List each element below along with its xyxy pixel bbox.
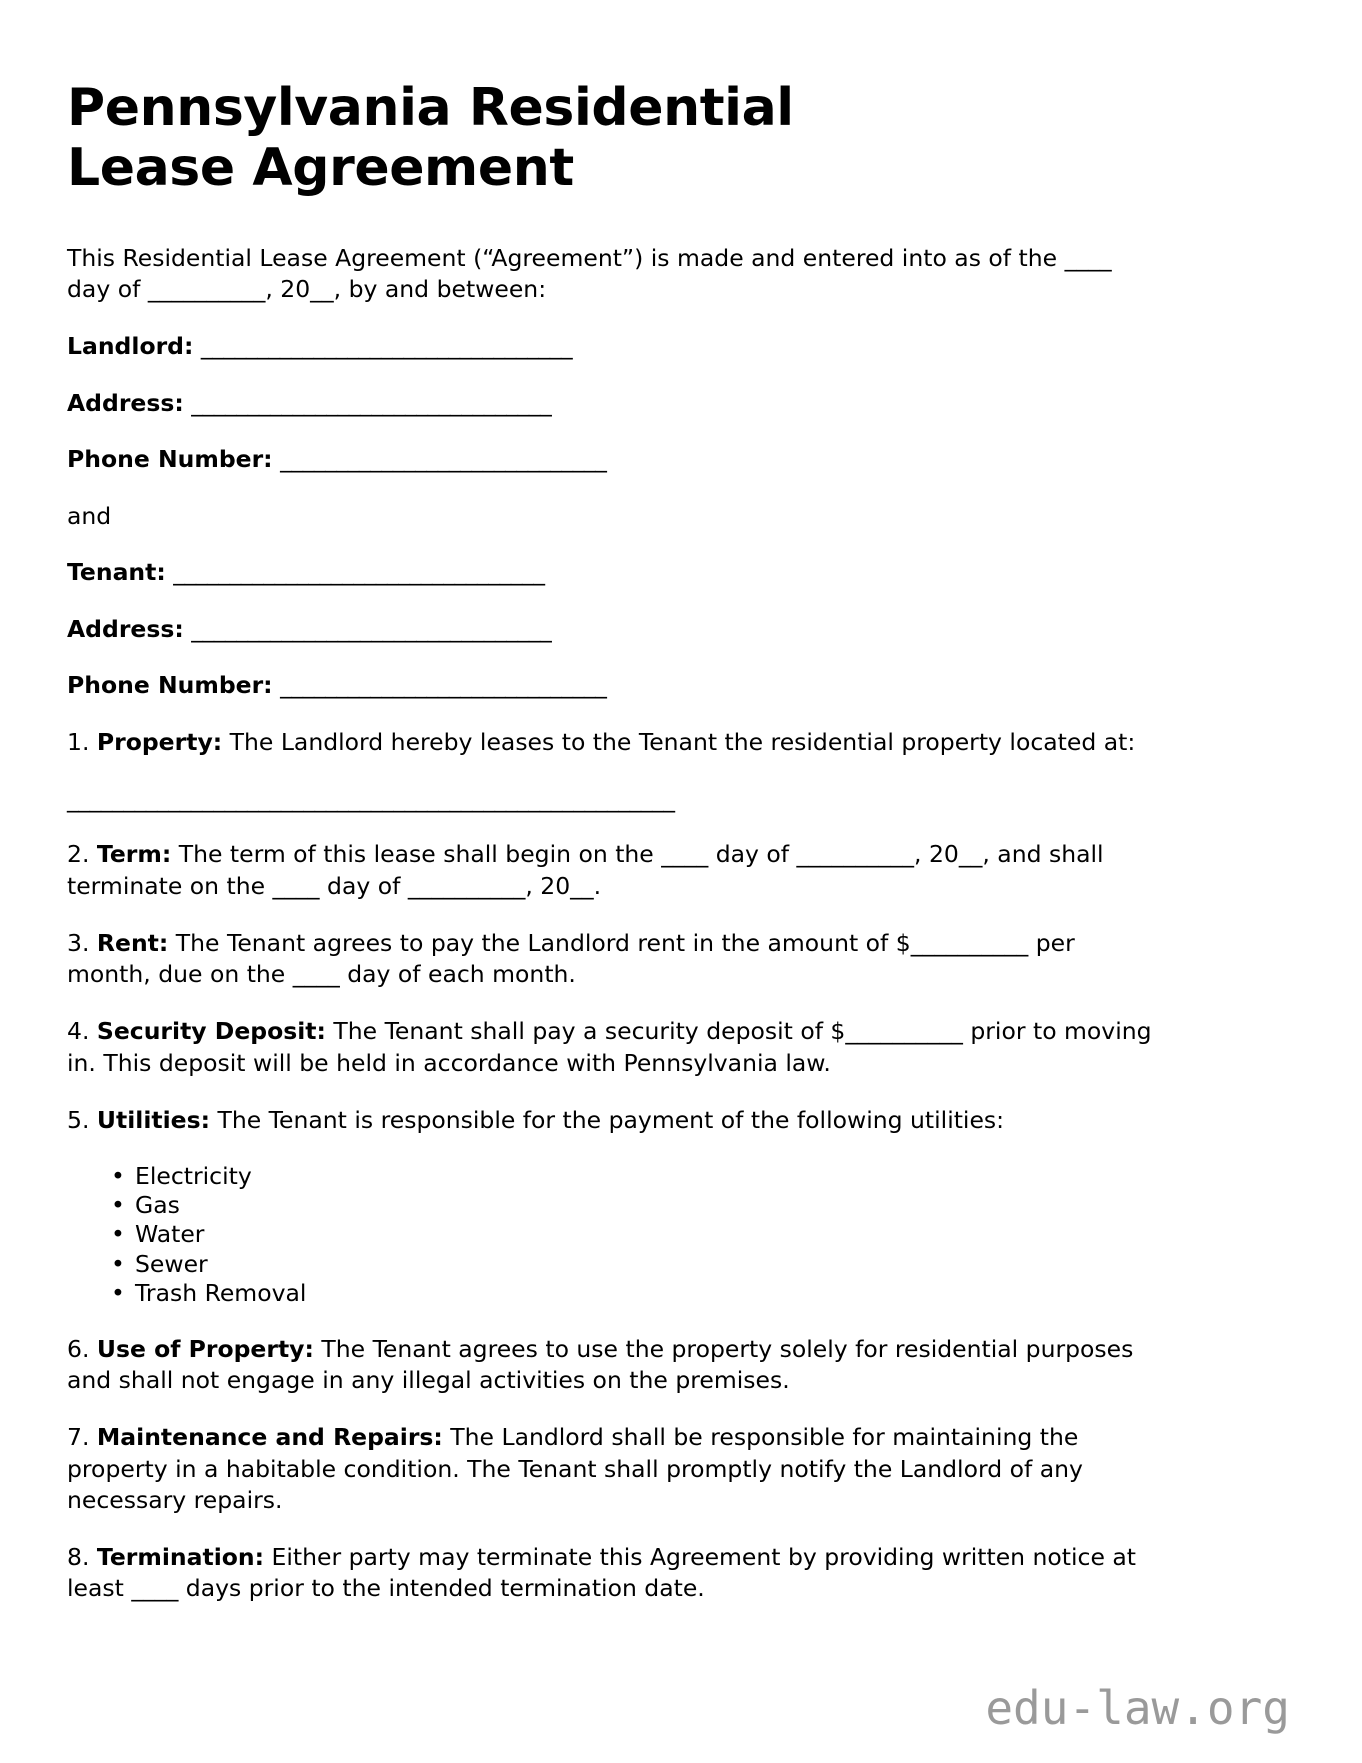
tenant-name-label: Tenant: (67, 558, 166, 587)
section-body: The Landlord hereby leases to the Tenant the residential property located at: (229, 727, 1136, 756)
tenant-phone-label: Phone Number: (67, 671, 273, 700)
section-heading: Termination: (96, 1543, 265, 1572)
page-title: Pennsylvania Residential Lease Agreement (67, 78, 794, 199)
utilities-list (67, 1162, 1172, 1308)
tenant-name-blank[interactable]: _________________________________ (173, 558, 545, 587)
landlord-phone-label: Phone Number: (67, 445, 273, 474)
list-item: • Electricity (107, 1162, 1172, 1191)
section-term (67, 839, 1160, 902)
section-number: 7. (67, 1423, 90, 1452)
tenant-address-field (67, 614, 1172, 645)
section-body: Either party may terminate this Agreement by providing written notice at least ____ days prior to the intended termination date. (67, 1543, 1136, 1603)
section-body: The Tenant agrees to pay the Landlord rent in the amount of $__________ per month, due on the ____ day of each month. (67, 928, 1075, 989)
landlord-address-label: Address: (67, 388, 184, 417)
section-utilities (67, 1105, 1160, 1136)
section-number: 1. (67, 727, 90, 756)
section-heading: Maintenance and Repairs: (96, 1423, 443, 1452)
section-property (67, 727, 1160, 758)
section-heading: Security Deposit: (96, 1017, 326, 1046)
section-body: The term of this lease shall begin on the ____ day of __________, 20__, and shall terminate on the ____ day of __________, 20__. (67, 840, 1104, 900)
section-termination (67, 1542, 1160, 1605)
tenant-phone-blank[interactable]: _____________________________ (280, 671, 607, 700)
landlord-name-label: Landlord: (67, 332, 194, 361)
intro-paragraph: This Residential Lease Agreement (“Agreement”) is made and entered into as of the ____ day of __________, 20__, by and between: (67, 243, 1112, 303)
landlord-address-field (67, 388, 1172, 419)
section-number: 8. (67, 1543, 90, 1572)
section-security-deposit (67, 1016, 1160, 1079)
section-rent (67, 928, 1160, 991)
landlord-name-blank[interactable]: _________________________________ (200, 332, 573, 361)
list-item: • Water (107, 1220, 1172, 1249)
section-number: 5. (67, 1105, 90, 1134)
section-use-of-property (67, 1334, 1160, 1397)
section-maintenance-and-repairs (67, 1422, 1160, 1516)
site-watermark: edu-law.org (985, 1681, 1290, 1735)
section-heading: Term: (96, 840, 172, 869)
landlord-phone-field (67, 444, 1172, 475)
landlord-name-field (67, 331, 1172, 362)
section-heading: Property: (96, 727, 223, 756)
list-item: • Trash Removal (107, 1279, 1172, 1308)
section-body: The Tenant shall pay a security deposit of $__________ prior to moving in. This deposit will be held in accordance with Pennsylvania law. (67, 1017, 1152, 1077)
tenant-address-label: Address: (67, 614, 184, 643)
section-number: 2. (67, 840, 90, 869)
landlord-address-blank[interactable]: ________________________________ (191, 388, 552, 417)
list-item: • Sewer (107, 1250, 1172, 1279)
section-heading: Rent: (96, 928, 169, 957)
landlord-phone-blank[interactable]: _____________________________ (280, 445, 607, 474)
property-address-blank[interactable]: ______________________________________________________ (67, 785, 675, 814)
section-body: The Tenant is responsible for the payment of the following utilities: (217, 1105, 1005, 1134)
section-heading: Use of Property: (96, 1334, 314, 1363)
section-number: 6. (67, 1334, 90, 1363)
section-body: The Tenant agrees to use the property solely for residential purposes and shall not engage in any illegal activities on the premises. (67, 1334, 1134, 1395)
conjunction-and: and (67, 501, 112, 530)
section-body: The Landlord shall be responsible for maintaining the property in a habitable condition. The Tenant shall promptly notify the Landlord of any necessary repairs. (67, 1423, 1083, 1514)
section-heading: Utilities: (96, 1105, 210, 1134)
list-item: • Gas (107, 1191, 1172, 1220)
section-number: 3. (67, 928, 90, 957)
section-number: 4. (67, 1017, 90, 1046)
tenant-address-blank[interactable]: ________________________________ (191, 614, 552, 643)
tenant-name-field (67, 557, 1172, 588)
tenant-phone-field (67, 670, 1172, 701)
